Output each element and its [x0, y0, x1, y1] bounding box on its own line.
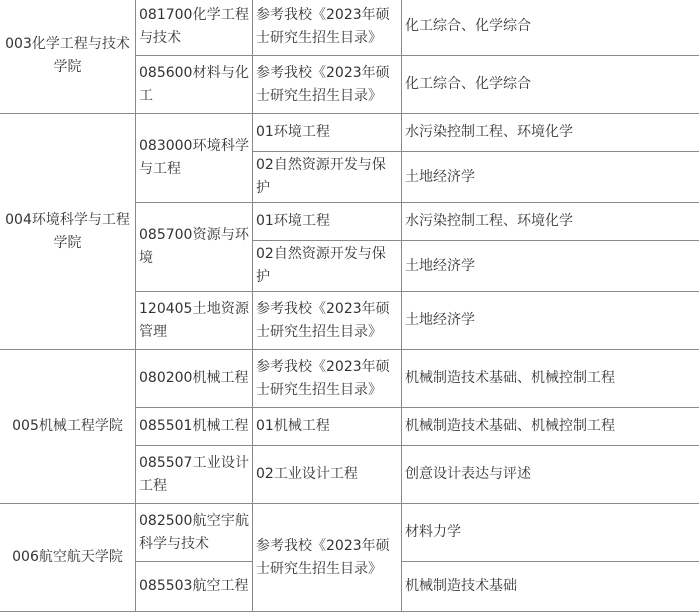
- exam-course: 水污染控制工程、环境化学: [402, 114, 699, 152]
- exam-course: 创意设计表达与评述: [402, 446, 699, 504]
- exam-course: 机械制造技术基础: [402, 562, 699, 612]
- major-name: 082500航空宇航科学与技术: [136, 504, 253, 562]
- table-row: [0, 0, 699, 56]
- research-direction: 参考我校《2023年硕士研究生招生目录》: [253, 350, 402, 408]
- major-name: 085700资源与环境: [136, 203, 253, 292]
- college-name: 004环境科学与工程学院: [0, 114, 136, 350]
- exam-course: 材料力学: [402, 504, 699, 562]
- table-row: [0, 114, 699, 152]
- major-name: 080200机械工程: [136, 350, 253, 408]
- research-direction: 参考我校《2023年硕士研究生招生目录》: [253, 292, 402, 350]
- research-direction: 参考我校《2023年硕士研究生招生目录》: [253, 0, 402, 56]
- research-direction: 参考我校《2023年硕士研究生招生目录》: [253, 504, 402, 612]
- exam-course: 土地经济学: [402, 152, 699, 203]
- exam-course: 机械制造技术基础、机械控制工程: [402, 350, 699, 408]
- research-direction: 01环境工程: [253, 203, 402, 241]
- research-direction: 01机械工程: [253, 408, 402, 446]
- exam-course: 化工综合、化学综合: [402, 0, 699, 56]
- research-direction: 02自然资源开发与保护: [253, 241, 402, 292]
- research-direction: 02工业设计工程: [253, 446, 402, 504]
- college-name: 006航空航天学院: [0, 504, 136, 612]
- college-name: 005机械工程学院: [0, 350, 136, 504]
- exam-course: 水污染控制工程、环境化学: [402, 203, 699, 241]
- major-name: 085501机械工程: [136, 408, 253, 446]
- major-name: 085600材料与化工: [136, 56, 253, 114]
- major-name: 085503航空工程: [136, 562, 253, 612]
- table-row: [0, 504, 699, 562]
- research-direction: 参考我校《2023年硕士研究生招生目录》: [253, 56, 402, 114]
- major-name: 120405土地资源管理: [136, 292, 253, 350]
- table-row: [0, 350, 699, 408]
- exam-course: 机械制造技术基础、机械控制工程: [402, 408, 699, 446]
- college-name: 003化学工程与技术学院: [0, 0, 136, 114]
- exam-course: 土地经济学: [402, 292, 699, 350]
- exam-course: 化工综合、化学综合: [402, 56, 699, 114]
- research-direction: 01环境工程: [253, 114, 402, 152]
- major-name: 085507工业设计工程: [136, 446, 253, 504]
- major-name: 083000环境科学与工程: [136, 114, 253, 203]
- major-name: 081700化学工程与技术: [136, 0, 253, 56]
- research-direction: 02自然资源开发与保护: [253, 152, 402, 203]
- exam-course: 土地经济学: [402, 241, 699, 292]
